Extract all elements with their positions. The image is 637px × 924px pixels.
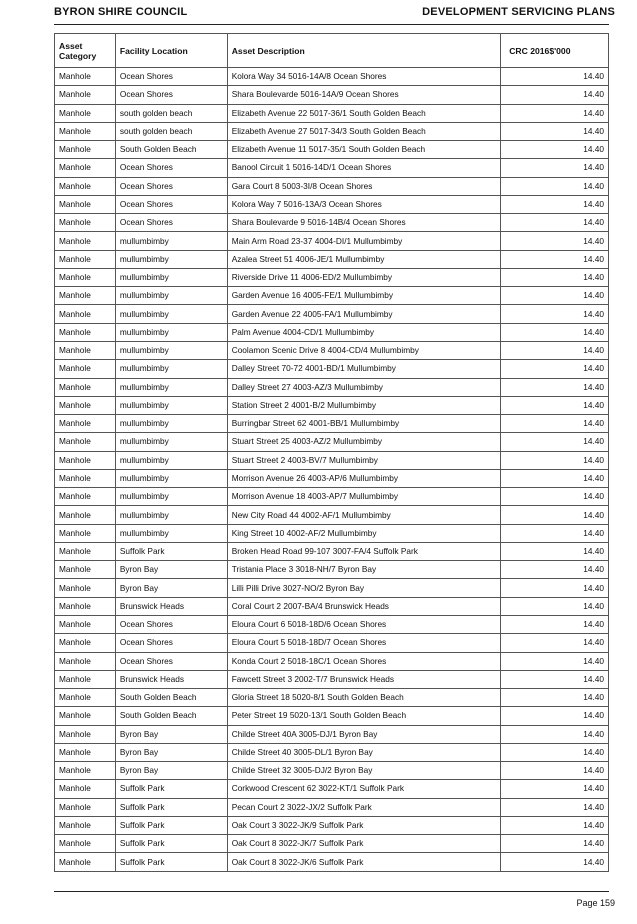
cell-asset-category: Manhole bbox=[55, 652, 116, 670]
cell-crc-value: 14.40 bbox=[501, 816, 609, 834]
cell-facility-location: mullumbimby bbox=[115, 524, 227, 542]
cell-asset-category: Manhole bbox=[55, 853, 116, 871]
cell-crc-value: 14.40 bbox=[501, 86, 609, 104]
cell-crc-value: 14.40 bbox=[501, 341, 609, 359]
cell-facility-location: Suffolk Park bbox=[115, 853, 227, 871]
table-row bbox=[55, 835, 609, 853]
cell-asset-category: Manhole bbox=[55, 287, 116, 305]
cell-asset-description: Riverside Drive 11 4006-ED/2 Mullumbimby bbox=[227, 268, 501, 286]
cell-asset-description: Eloura Court 5 5018-18D/7 Ocean Shores bbox=[227, 634, 501, 652]
cell-crc-value: 14.40 bbox=[501, 104, 609, 122]
footer-rule bbox=[54, 891, 609, 892]
cell-asset-description: Tristania Place 3 3018-NH/7 Byron Bay bbox=[227, 561, 501, 579]
cell-crc-value: 14.40 bbox=[501, 415, 609, 433]
cell-asset-description: Azalea Street 51 4006-JE/1 Mullumbimby bbox=[227, 250, 501, 268]
table-header-row bbox=[55, 34, 609, 68]
cell-facility-location: mullumbimby bbox=[115, 268, 227, 286]
cell-asset-category: Manhole bbox=[55, 579, 116, 597]
table-row bbox=[55, 214, 609, 232]
cell-asset-category: Manhole bbox=[55, 415, 116, 433]
table-row bbox=[55, 853, 609, 871]
table-row bbox=[55, 250, 609, 268]
cell-facility-location: mullumbimby bbox=[115, 433, 227, 451]
cell-facility-location: Ocean Shores bbox=[115, 86, 227, 104]
cell-asset-description: King Street 10 4002-AF/2 Mullumbimby bbox=[227, 524, 501, 542]
cell-crc-value: 14.40 bbox=[501, 214, 609, 232]
cell-asset-category: Manhole bbox=[55, 68, 116, 86]
cell-asset-description: Garden Avenue 16 4005-FE/1 Mullumbimby bbox=[227, 287, 501, 305]
cell-facility-location: Ocean Shores bbox=[115, 652, 227, 670]
cell-facility-location: Suffolk Park bbox=[115, 816, 227, 834]
cell-asset-category: Manhole bbox=[55, 433, 116, 451]
cell-crc-value: 14.40 bbox=[501, 597, 609, 615]
cell-crc-value: 14.40 bbox=[501, 433, 609, 451]
table-row bbox=[55, 816, 609, 834]
table-row bbox=[55, 268, 609, 286]
cell-asset-category: Manhole bbox=[55, 122, 116, 140]
cell-crc-value: 14.40 bbox=[501, 287, 609, 305]
cell-crc-value: 14.40 bbox=[501, 378, 609, 396]
cell-crc-value: 14.40 bbox=[501, 159, 609, 177]
table-row bbox=[55, 232, 609, 250]
cell-asset-description: Shara Boulevarde 5016-14A/9 Ocean Shores bbox=[227, 86, 501, 104]
cell-asset-category: Manhole bbox=[55, 634, 116, 652]
table-row bbox=[55, 469, 609, 487]
cell-facility-location: Ocean Shores bbox=[115, 214, 227, 232]
cell-asset-category: Manhole bbox=[55, 597, 116, 615]
cell-asset-description: Dalley Street 70-72 4001-BD/1 Mullumbimby bbox=[227, 360, 501, 378]
cell-asset-description: Coral Court 2 2007-BA/4 Brunswick Heads bbox=[227, 597, 501, 615]
cell-asset-category: Manhole bbox=[55, 743, 116, 761]
cell-facility-location: Ocean Shores bbox=[115, 159, 227, 177]
cell-crc-value: 14.40 bbox=[501, 725, 609, 743]
cell-asset-description: Morrison Avenue 26 4003-AP/6 Mullumbimby bbox=[227, 469, 501, 487]
cell-asset-category: Manhole bbox=[55, 232, 116, 250]
cell-asset-description: Gara Court 8 5003-3I/8 Ocean Shores bbox=[227, 177, 501, 195]
cell-asset-description: Morrison Avenue 18 4003-AP/7 Mullumbimby bbox=[227, 488, 501, 506]
cell-asset-description: Kolora Way 7 5016-13A/3 Ocean Shores bbox=[227, 195, 501, 213]
cell-facility-location: Ocean Shores bbox=[115, 195, 227, 213]
cell-crc-value: 14.40 bbox=[501, 68, 609, 86]
cell-asset-category: Manhole bbox=[55, 488, 116, 506]
cell-asset-category: Manhole bbox=[55, 177, 116, 195]
cell-facility-location: Byron Bay bbox=[115, 561, 227, 579]
cell-facility-location: Suffolk Park bbox=[115, 835, 227, 853]
cell-crc-value: 14.40 bbox=[501, 195, 609, 213]
cell-asset-description: Main Arm Road 23-37 4004-DI/1 Mullumbimby bbox=[227, 232, 501, 250]
cell-asset-description: Palm Avenue 4004-CD/1 Mullumbimby bbox=[227, 323, 501, 341]
cell-facility-location: Byron Bay bbox=[115, 579, 227, 597]
cell-crc-value: 14.40 bbox=[501, 798, 609, 816]
table-row bbox=[55, 542, 609, 560]
cell-asset-description: Childe Street 32 3005-DJ/2 Byron Bay bbox=[227, 762, 501, 780]
cell-crc-value: 14.40 bbox=[501, 780, 609, 798]
cell-facility-location: Suffolk Park bbox=[115, 542, 227, 560]
cell-facility-location: Ocean Shores bbox=[115, 615, 227, 633]
cell-facility-location: Ocean Shores bbox=[115, 68, 227, 86]
cell-facility-location: mullumbimby bbox=[115, 378, 227, 396]
cell-asset-description: Konda Court 2 5018-18C/1 Ocean Shores bbox=[227, 652, 501, 670]
table-row bbox=[55, 378, 609, 396]
cell-asset-description: Elizabeth Avenue 11 5017-35/1 South Golden Beach bbox=[227, 141, 501, 159]
cell-asset-description: Dalley Street 27 4003-AZ/3 Mullumbimby bbox=[227, 378, 501, 396]
table-row bbox=[55, 104, 609, 122]
cell-facility-location: south golden beach bbox=[115, 122, 227, 140]
cell-crc-value: 14.40 bbox=[501, 232, 609, 250]
cell-asset-category: Manhole bbox=[55, 86, 116, 104]
cell-facility-location: south golden beach bbox=[115, 104, 227, 122]
table-row bbox=[55, 415, 609, 433]
cell-crc-value: 14.40 bbox=[501, 652, 609, 670]
cell-asset-category: Manhole bbox=[55, 360, 116, 378]
cell-crc-value: 14.40 bbox=[501, 835, 609, 853]
cell-asset-description: Childe Street 40A 3005-DJ/1 Byron Bay bbox=[227, 725, 501, 743]
cell-crc-value: 14.40 bbox=[501, 360, 609, 378]
table-row bbox=[55, 488, 609, 506]
cell-asset-category: Manhole bbox=[55, 469, 116, 487]
cell-asset-description: Pecan Court 2 3022-JX/2 Suffolk Park bbox=[227, 798, 501, 816]
cell-crc-value: 14.40 bbox=[501, 469, 609, 487]
table-row bbox=[55, 360, 609, 378]
table-row bbox=[55, 725, 609, 743]
table-row bbox=[55, 323, 609, 341]
cell-crc-value: 14.40 bbox=[501, 707, 609, 725]
table-row bbox=[55, 86, 609, 104]
table-row bbox=[55, 780, 609, 798]
cell-crc-value: 14.40 bbox=[501, 634, 609, 652]
cell-crc-value: 14.40 bbox=[501, 579, 609, 597]
cell-asset-category: Manhole bbox=[55, 780, 116, 798]
cell-crc-value: 14.40 bbox=[501, 561, 609, 579]
cell-asset-category: Manhole bbox=[55, 341, 116, 359]
cell-facility-location: South Golden Beach bbox=[115, 689, 227, 707]
cell-asset-category: Manhole bbox=[55, 141, 116, 159]
table-row bbox=[55, 305, 609, 323]
cell-facility-location: Byron Bay bbox=[115, 762, 227, 780]
cell-facility-location: mullumbimby bbox=[115, 250, 227, 268]
table-row bbox=[55, 762, 609, 780]
cell-facility-location: Brunswick Heads bbox=[115, 670, 227, 688]
cell-crc-value: 14.40 bbox=[501, 524, 609, 542]
cell-asset-category: Manhole bbox=[55, 214, 116, 232]
cell-asset-description: Burringbar Street 62 4001-BB/1 Mullumbimby bbox=[227, 415, 501, 433]
cell-crc-value: 14.40 bbox=[501, 670, 609, 688]
cell-asset-description: Banool Circuit 1 5016-14D/1 Ocean Shores bbox=[227, 159, 501, 177]
column-header-asset-category: Asset Category bbox=[55, 34, 116, 68]
cell-asset-category: Manhole bbox=[55, 378, 116, 396]
cell-asset-category: Manhole bbox=[55, 195, 116, 213]
cell-asset-description: Corkwood Crescent 62 3022-KT/1 Suffolk Park bbox=[227, 780, 501, 798]
cell-facility-location: Suffolk Park bbox=[115, 780, 227, 798]
table-row bbox=[55, 798, 609, 816]
cell-asset-description: Garden Avenue 22 4005-FA/1 Mullumbimby bbox=[227, 305, 501, 323]
cell-crc-value: 14.40 bbox=[501, 141, 609, 159]
table-row bbox=[55, 634, 609, 652]
cell-crc-value: 14.40 bbox=[501, 396, 609, 414]
cell-facility-location: Byron Bay bbox=[115, 743, 227, 761]
cell-asset-description: Oak Court 8 3022-JK/7 Suffolk Park bbox=[227, 835, 501, 853]
table-row bbox=[55, 707, 609, 725]
cell-facility-location: mullumbimby bbox=[115, 469, 227, 487]
cell-asset-description: Kolora Way 34 5016-14A/8 Ocean Shores bbox=[227, 68, 501, 86]
cell-asset-description: Lilli Pilli Drive 3027-NO/2 Byron Bay bbox=[227, 579, 501, 597]
cell-facility-location: South Golden Beach bbox=[115, 707, 227, 725]
cell-facility-location: Suffolk Park bbox=[115, 798, 227, 816]
cell-asset-category: Manhole bbox=[55, 159, 116, 177]
cell-asset-description: New City Road 44 4002-AF/1 Mullumbimby bbox=[227, 506, 501, 524]
cell-asset-category: Manhole bbox=[55, 542, 116, 560]
cell-asset-description: Gloria Street 18 5020-8/1 South Golden Beach bbox=[227, 689, 501, 707]
cell-asset-category: Manhole bbox=[55, 816, 116, 834]
cell-facility-location: mullumbimby bbox=[115, 396, 227, 414]
document-title: DEVELOPMENT SERVICING PLANS bbox=[422, 6, 615, 18]
table-row bbox=[55, 159, 609, 177]
table-row bbox=[55, 287, 609, 305]
cell-facility-location: mullumbimby bbox=[115, 287, 227, 305]
cell-crc-value: 14.40 bbox=[501, 762, 609, 780]
cell-asset-description: Elizabeth Avenue 27 5017-34/3 South Golden Beach bbox=[227, 122, 501, 140]
table-row bbox=[55, 341, 609, 359]
table-row bbox=[55, 433, 609, 451]
cell-asset-description: Shara Boulevarde 9 5016-14B/4 Ocean Shores bbox=[227, 214, 501, 232]
cell-facility-location: Brunswick Heads bbox=[115, 597, 227, 615]
cell-facility-location: mullumbimby bbox=[115, 360, 227, 378]
column-header-crc: CRC 2016$'000 bbox=[501, 34, 609, 68]
table-row bbox=[55, 177, 609, 195]
cell-crc-value: 14.40 bbox=[501, 506, 609, 524]
cell-asset-description: Stuart Street 25 4003-AZ/2 Mullumbimby bbox=[227, 433, 501, 451]
table-row bbox=[55, 68, 609, 86]
cell-crc-value: 14.40 bbox=[501, 689, 609, 707]
cell-crc-value: 14.40 bbox=[501, 250, 609, 268]
cell-asset-description: Coolamon Scenic Drive 8 4004-CD/4 Mullumbimby bbox=[227, 341, 501, 359]
cell-facility-location: South Golden Beach bbox=[115, 141, 227, 159]
cell-asset-category: Manhole bbox=[55, 250, 116, 268]
page-number: Page 159 bbox=[576, 898, 615, 908]
cell-crc-value: 14.40 bbox=[501, 323, 609, 341]
table-row bbox=[55, 652, 609, 670]
cell-crc-value: 14.40 bbox=[501, 268, 609, 286]
asset-table bbox=[54, 33, 609, 872]
cell-crc-value: 14.40 bbox=[501, 743, 609, 761]
header-rule bbox=[54, 24, 609, 25]
cell-facility-location: Ocean Shores bbox=[115, 177, 227, 195]
cell-asset-category: Manhole bbox=[55, 707, 116, 725]
table-row bbox=[55, 689, 609, 707]
cell-facility-location: mullumbimby bbox=[115, 506, 227, 524]
column-header-asset-description: Asset Description bbox=[227, 34, 501, 68]
column-header-facility-location: Facility Location bbox=[115, 34, 227, 68]
council-name: BYRON SHIRE COUNCIL bbox=[54, 6, 188, 18]
cell-crc-value: 14.40 bbox=[501, 615, 609, 633]
cell-asset-category: Manhole bbox=[55, 615, 116, 633]
cell-crc-value: 14.40 bbox=[501, 122, 609, 140]
cell-facility-location: mullumbimby bbox=[115, 415, 227, 433]
table-row bbox=[55, 141, 609, 159]
table-row bbox=[55, 743, 609, 761]
cell-asset-category: Manhole bbox=[55, 689, 116, 707]
cell-asset-description: Oak Court 8 3022-JK/6 Suffolk Park bbox=[227, 853, 501, 871]
cell-asset-category: Manhole bbox=[55, 506, 116, 524]
cell-facility-location: mullumbimby bbox=[115, 451, 227, 469]
cell-asset-description: Stuart Street 2 4003-BV/7 Mullumbimby bbox=[227, 451, 501, 469]
cell-crc-value: 14.40 bbox=[501, 853, 609, 871]
cell-asset-category: Manhole bbox=[55, 451, 116, 469]
cell-facility-location: mullumbimby bbox=[115, 305, 227, 323]
cell-crc-value: 14.40 bbox=[501, 305, 609, 323]
cell-asset-category: Manhole bbox=[55, 305, 116, 323]
cell-facility-location: mullumbimby bbox=[115, 323, 227, 341]
table-row bbox=[55, 597, 609, 615]
cell-asset-category: Manhole bbox=[55, 798, 116, 816]
cell-asset-description: Fawcett Street 3 2002-T/7 Brunswick Heads bbox=[227, 670, 501, 688]
table-body bbox=[55, 68, 609, 872]
cell-facility-location: Byron Bay bbox=[115, 725, 227, 743]
cell-asset-category: Manhole bbox=[55, 396, 116, 414]
cell-asset-description: Station Street 2 4001-B/2 Mullumbimby bbox=[227, 396, 501, 414]
table-row bbox=[55, 670, 609, 688]
cell-asset-category: Manhole bbox=[55, 762, 116, 780]
table-row bbox=[55, 396, 609, 414]
table-row bbox=[55, 615, 609, 633]
cell-asset-category: Manhole bbox=[55, 524, 116, 542]
table-row bbox=[55, 451, 609, 469]
cell-facility-location: mullumbimby bbox=[115, 232, 227, 250]
cell-asset-description: Childe Street 40 3005-DL/1 Byron Bay bbox=[227, 743, 501, 761]
cell-asset-description: Oak Court 3 3022-JK/9 Suffolk Park bbox=[227, 816, 501, 834]
cell-facility-location: mullumbimby bbox=[115, 488, 227, 506]
cell-asset-category: Manhole bbox=[55, 104, 116, 122]
cell-asset-category: Manhole bbox=[55, 268, 116, 286]
table-row bbox=[55, 524, 609, 542]
cell-asset-description: Eloura Court 6 5018-18D/6 Ocean Shores bbox=[227, 615, 501, 633]
table-row bbox=[55, 506, 609, 524]
table-row bbox=[55, 195, 609, 213]
cell-asset-description: Peter Street 19 5020-13/1 South Golden Beach bbox=[227, 707, 501, 725]
table-row bbox=[55, 561, 609, 579]
cell-asset-description: Broken Head Road 99-107 3007-FA/4 Suffolk Park bbox=[227, 542, 501, 560]
cell-asset-category: Manhole bbox=[55, 323, 116, 341]
cell-facility-location: Ocean Shores bbox=[115, 634, 227, 652]
cell-facility-location: mullumbimby bbox=[115, 341, 227, 359]
cell-asset-description: Elizabeth Avenue 22 5017-36/1 South Golden Beach bbox=[227, 104, 501, 122]
cell-asset-category: Manhole bbox=[55, 670, 116, 688]
cell-asset-category: Manhole bbox=[55, 725, 116, 743]
cell-crc-value: 14.40 bbox=[501, 451, 609, 469]
cell-crc-value: 14.40 bbox=[501, 542, 609, 560]
cell-asset-category: Manhole bbox=[55, 561, 116, 579]
cell-asset-category: Manhole bbox=[55, 835, 116, 853]
cell-crc-value: 14.40 bbox=[501, 488, 609, 506]
table-row bbox=[55, 122, 609, 140]
table-row bbox=[55, 579, 609, 597]
cell-crc-value: 14.40 bbox=[501, 177, 609, 195]
